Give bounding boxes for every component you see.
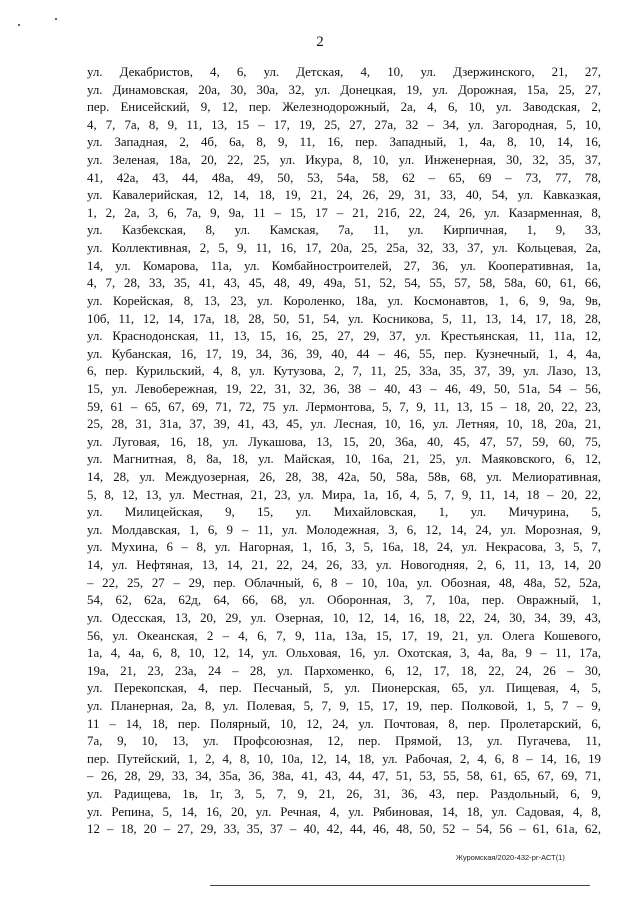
text-line: 1а, 4, 4а, 6, 8, 10, 12, 14, ул. Ольховая, 16, ул. Охотская, 3, 4а, 8а, 9 – 11, 17а,: [87, 646, 601, 661]
text-line: ул. Перекопская, 4, пер. Песчаный, 5, ул. Пионерская, 65, ул. Пищевая, 4, 5,: [87, 681, 601, 696]
footer-rule: [210, 885, 590, 886]
text-line: ул. Западная, 2, 4б, 6а, 8, 9, 11, 16, пер. Западный, 1, 4а, 8, 10, 14, 16,: [87, 135, 601, 150]
text-line: 59, 61 – 65, 67, 69, 71, 72, 75 ул. Лермонтова, 5, 7, 9, 11, 13, 15 – 18, 20, 22, 23,: [87, 399, 601, 414]
text-line: ул. Казбекская, 8, ул. Камская, 7а, 11, ул. Кирпичная, 1, 9, 33,: [87, 223, 601, 238]
text-line: 12 – 18, 20 – 27, 29, 33, 35, 37 – 40, 42, 44, 46, 48, 50, 52 – 54, 56 – 61, 61а, 62,: [87, 822, 601, 837]
text-line: 19а, 21, 23, 23а, 24 – 28, ул. Пархоменко, 6, 12, 17, 18, 22, 24, 26 – 30,: [87, 663, 601, 678]
text-line: ул. Луговая, 16, 18, ул. Лукашова, 13, 15, 20, 36а, 40, 45, 47, 57, 59, 60, 75,: [87, 434, 601, 449]
text-line: ул. Динамовская, 20а, 30, 30а, 32, ул. Донецкая, 19, ул. Дорожная, 15а, 25, 27,: [87, 82, 601, 97]
text-line: ул. Кавалерийская, 12, 14, 18, 19, 21, 24, 26, 29, 31, 33, 40, 54, ул. Кавказкая,: [87, 188, 601, 203]
text-line: 25, 28, 31, 31а, 37, 39, 41, 43, 45, ул. Лесная, 10, 16, ул. Летняя, 10, 18, 20а, 21,: [87, 417, 601, 432]
text-line: ул. Кубанская, 16, 17, 19, 34, 36, 39, 40, 44 – 46, 55, пер. Кузнечный, 1, 4, 4а,: [87, 346, 601, 361]
text-line: ул. Мухина, 6 – 8, ул. Нагорная, 1, 1б, 3, 5, 16а, 18, 24, ул. Некрасова, 3, 5, 7,: [87, 540, 601, 555]
scan-speck: [55, 18, 57, 20]
text-line: 10б, 11, 12, 14, 17а, 18, 28, 50, 51, 54, ул. Косникова, 5, 11, 13, 14, 17, 18, 28,: [87, 311, 601, 326]
text-line: ул. Репина, 5, 14, 16, 20, ул. Речная, 4, ул. Рябиновая, 14, 18, ул. Садовая, 4, 8,: [87, 804, 601, 819]
text-line: – 26, 28, 29, 33, 34, 35а, 36, 38а, 41, 43, 44, 47, 51, 53, 55, 58, 61, 65, 67, 69, 71,: [87, 769, 601, 784]
document-code: Журомская/2020-432-рг-АСТ(1): [456, 853, 565, 862]
text-line: ул. Коллективная, 2, 5, 9, 11, 16, 17, 20а, 25, 25а, 32, 33, 37, ул. Кольцевая, 2а,: [87, 241, 601, 256]
text-line: ул. Краснодонская, 11, 13, 15, 16, 25, 27, 29, 37, ул. Крестьянская, 11, 11а, 12,: [87, 329, 601, 344]
text-line: ул. Молдавская, 1, 6, 9 – 11, ул. Молодежная, 3, 6, 12, 14, 24, ул. Морозная, 9,: [87, 522, 601, 537]
text-line: ул. Милицейская, 9, 15, ул. Михайловская, 1, ул. Мичурина, 5,: [87, 505, 601, 520]
text-line: 1, 2, 2а, 3, 6, 7а, 9, 9а, 11 – 15, 17 – 21, 21б, 22, 24, 26, ул. Казарменная, 8,: [87, 205, 601, 220]
text-line: 6, пер. Курильский, 4, 8, ул. Кутузова, 2, 7, 11, 25, 33а, 35, 37, 39, ул. Лазо, 13,: [87, 364, 601, 379]
text-line: ул. Магнитная, 8, 8а, 18, ул. Майская, 10, 16а, 21, 25, ул. Маяковского, 6, 12,: [87, 452, 601, 467]
text-line: 7а, 9, 10, 13, ул. Профсоюзная, 12, пер. Прямой, 13, ул. Пугачева, 11,: [87, 734, 601, 749]
text-line: 56, ул. Океанская, 2 – 4, 6, 7, 9, 11а, 13а, 15, 17, 19, 21, ул. Олега Кошевого,: [87, 628, 601, 643]
text-line: ул. Одесская, 13, 20, 29, ул. Озерная, 10, 12, 14, 16, 18, 22, 24, 30, 34, 39, 43,: [87, 610, 601, 625]
text-line: ул. Декабристов, 4, 6, ул. Детская, 4, 10, ул. Дзержинского, 21, 27,: [87, 65, 601, 79]
text-line: 4, 7, 28, 33, 35, 41, 43, 45, 48, 49, 49а, 51, 52, 54, 55, 57, 58, 58а, 60, 61, 66,: [87, 276, 601, 291]
text-line: 14, 28, ул. Междуозерная, 26, 28, 38, 42а, 50, 58а, 58в, 68, ул. Мелиоративная,: [87, 470, 601, 485]
text-line: 11 – 14, 18, пер. Полярный, 10, 12, 24, ул. Почтовая, 8, пер. Пролетарский, 6,: [87, 716, 601, 731]
text-line: 41, 42а, 43, 44, 48а, 49, 50, 53, 54а, 58, 62 – 65, 69 – 73, 77, 78,: [87, 170, 601, 185]
text-line: 5, 8, 12, 13, ул. Местная, 21, 23, ул. Мира, 1а, 1б, 4, 5, 7, 9, 11, 14, 18 – 20, 22,: [87, 487, 601, 502]
text-line: ул. Планерная, 2а, 8, ул. Полевая, 5, 7, 9, 15, 17, 19, пер. Полковой, 1, 5, 7 – 9,: [87, 698, 601, 713]
text-line: 14, ул. Нефтяная, 13, 14, 21, 22, 24, 26, 33, ул. Новогодняя, 2, 6, 11, 13, 14, 20: [87, 558, 601, 573]
text-line: 4, 7, 7а, 8, 9, 11, 13, 15 – 17, 19, 25, 27, 27а, 32 – 34, ул. Загородная, 5, 10,: [87, 117, 601, 132]
text-line: ул. Радищева, 1в, 1г, 3, 5, 7, 9, 21, 26, 31, 36, 43, пер. Раздольный, 6, 9,: [87, 786, 601, 801]
text-line: 15, ул. Левобережная, 19, 22, 31, 32, 36, 38 – 40, 43 – 46, 49, 50, 51а, 54 – 56,: [87, 381, 601, 396]
text-line: ул. Корейская, 8, 13, 23, ул. Короленко, 18а, ул. Космонавтов, 1, 6, 9, 9а, 9в,: [87, 293, 601, 308]
text-line: ул. Зеленая, 18а, 20, 22, 25, ул. Икура, 8, 10, ул. Инженерная, 30, 32, 35, 37,: [87, 153, 601, 168]
page-number: 2: [316, 34, 324, 50]
text-line: – 22, 25, 27 – 29, пер. Облачный, 6, 8 – 10, 10а, ул. Обозная, 48, 48а, 52, 52а,: [87, 575, 601, 590]
text-line: 14, ул. Комарова, 11а, ул. Комбайностроителей, 27, 36, ул. Кооперативная, 1а,: [87, 258, 601, 273]
text-line: пер. Енисейский, 9, 12, пер. Железнодорожный, 2а, 4, 6, 10, ул. Заводская, 2,: [87, 100, 601, 115]
address-list-text: [87, 64, 601, 839]
text-line: пер. Путейский, 1, 2, 4, 8, 10, 10а, 12, 14, 18, ул. Рабочая, 2, 4, 6, 8 – 14, 16, 19: [87, 751, 601, 766]
scan-speck: [18, 24, 20, 26]
text-line: 54, 62, 62а, 62д, 64, 66, 68, ул. Оборонная, 3, 7, 10а, пер. Овражный, 1,: [87, 593, 601, 608]
